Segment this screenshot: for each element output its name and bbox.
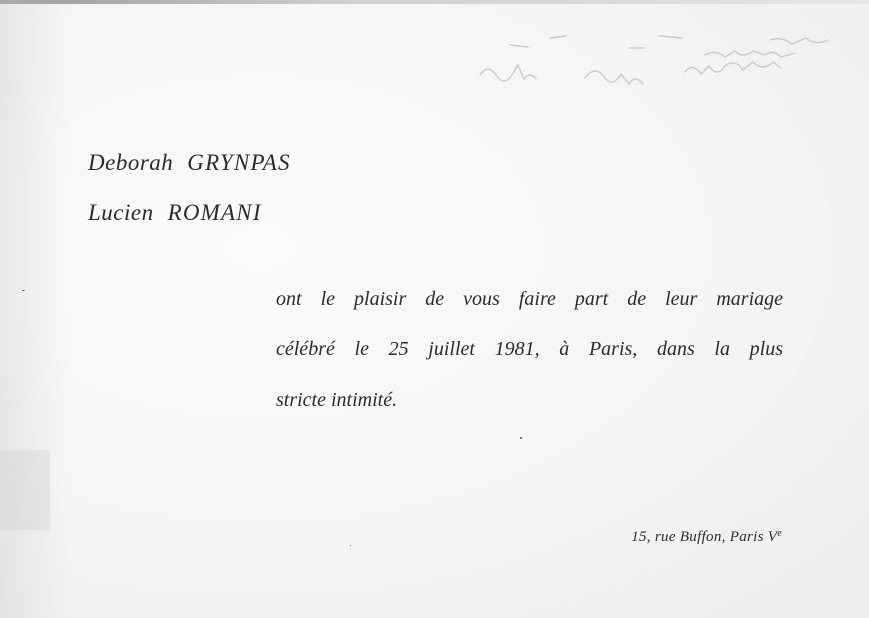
first-name-deborah: Deborah [88,150,174,175]
paper-speck [350,545,351,546]
address-superscript: e [777,528,782,539]
reverse-side-ink-bleed [470,30,869,100]
paper-speck [520,437,522,439]
announcement-line-3: stricte intimité. [276,389,398,411]
paper-speck [22,290,25,291]
name-line-deborah [88,150,291,176]
first-name-lucien: Lucien [88,200,154,225]
name-line-lucien [88,200,262,226]
last-name-grynpas: GRYNPAS [187,150,291,175]
last-name-romani: ROMANI [167,200,262,225]
edge-scuff [0,450,50,530]
address-line [631,528,782,546]
address-text: 15, rue Buffon, Paris V [631,529,778,545]
announcement-line-2: célébré le 25 juillet 1981, à Paris, dans la plus [276,338,783,360]
announcement-line-1: ont le plaisir de vous faire part de leur mariage [276,288,783,310]
